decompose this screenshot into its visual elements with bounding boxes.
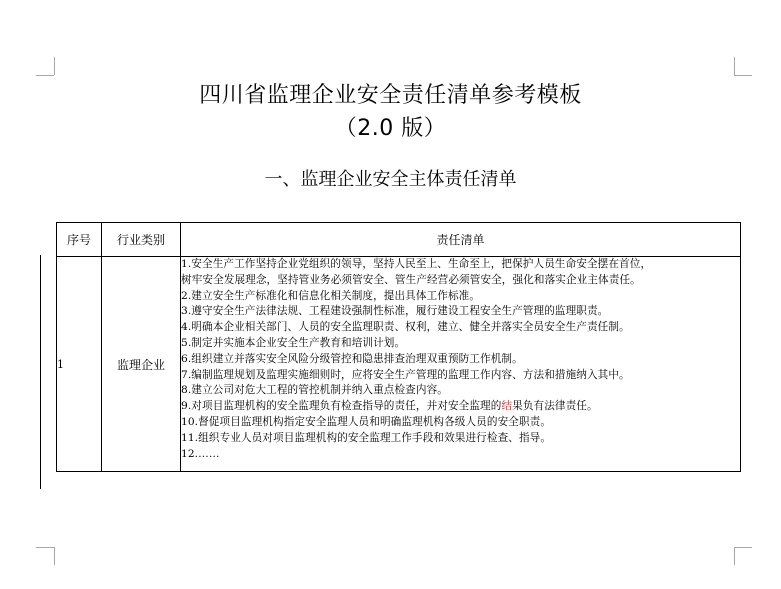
list-item: 3.遵守安全生产法律法规、工程建设强制性标准，履行建设工程安全生产管理的监理职责。 xyxy=(181,305,609,318)
document-version: （2.0 版） xyxy=(334,116,447,141)
header-industry: 行业类别 xyxy=(102,223,181,257)
section-heading: 一、监理企业安全主体责任清单 xyxy=(264,169,517,190)
list-item: 12.…… xyxy=(181,447,220,460)
header-number: 序号 xyxy=(57,223,102,257)
table-header-row xyxy=(57,223,741,257)
list-item: 6.组织建立并落实安全风险分级管控和隐患排查治理双重预防工作机制。 xyxy=(181,352,523,365)
change-bar xyxy=(40,255,41,489)
list-item: 11.组织专业人员对项目监理机构的安全监理工作手段和效果进行检查、指导。 xyxy=(181,431,552,444)
row-industry: 监理企业 xyxy=(102,257,181,472)
list-item-text: 9.对项目监理机构的安全监理负有检查指导的责任，并对安全监理的 xyxy=(181,400,502,413)
list-item: 8.建立公司对危大工程的管控机制并纳入重点检查内容。 xyxy=(181,384,448,397)
list-item: 5.制定并实施本企业安全生产教育和培训计划。 xyxy=(181,336,406,349)
header-responsibility: 责任清单 xyxy=(181,223,741,257)
responsibility-list xyxy=(181,257,741,472)
list-item: 10.督促项目监理机构指定安全监理人员和明确监理机构各级人员的安全职责。 xyxy=(181,415,552,428)
table-row xyxy=(57,257,741,472)
list-item: 4.明确本企业相关部门、人员的安全监理职责、权利，建立、健全并落实全员安全生产责任制。 xyxy=(181,321,630,334)
document-title: 四川省监理企业安全责任清单参考模板 xyxy=(199,83,582,108)
highlighted-text: 结 xyxy=(501,400,513,413)
responsibility-table xyxy=(56,222,741,472)
list-item xyxy=(181,399,740,415)
row-number: 1 xyxy=(57,257,102,472)
list-item: 树牢安全发展理念，坚持管业务必须管安全、管生产经营必须管安全，强化和落实企业主体责任。 xyxy=(181,273,641,286)
list-item: 1.安全生产工作坚持企业党组织的领导，坚持人民至上、生命至上，把保护人员生命安全摆在首位， xyxy=(181,258,652,270)
list-item-text: 果负有法律责任。 xyxy=(512,400,598,413)
list-item: 2.建立安全生产标准化和信息化相关制度，提出具体工作标准。 xyxy=(181,289,481,302)
list-item: 7.编制监理规划及监理实施细则时，应将安全生产管理的监理工作内容、方法和措施纳入其中。 xyxy=(181,368,630,381)
